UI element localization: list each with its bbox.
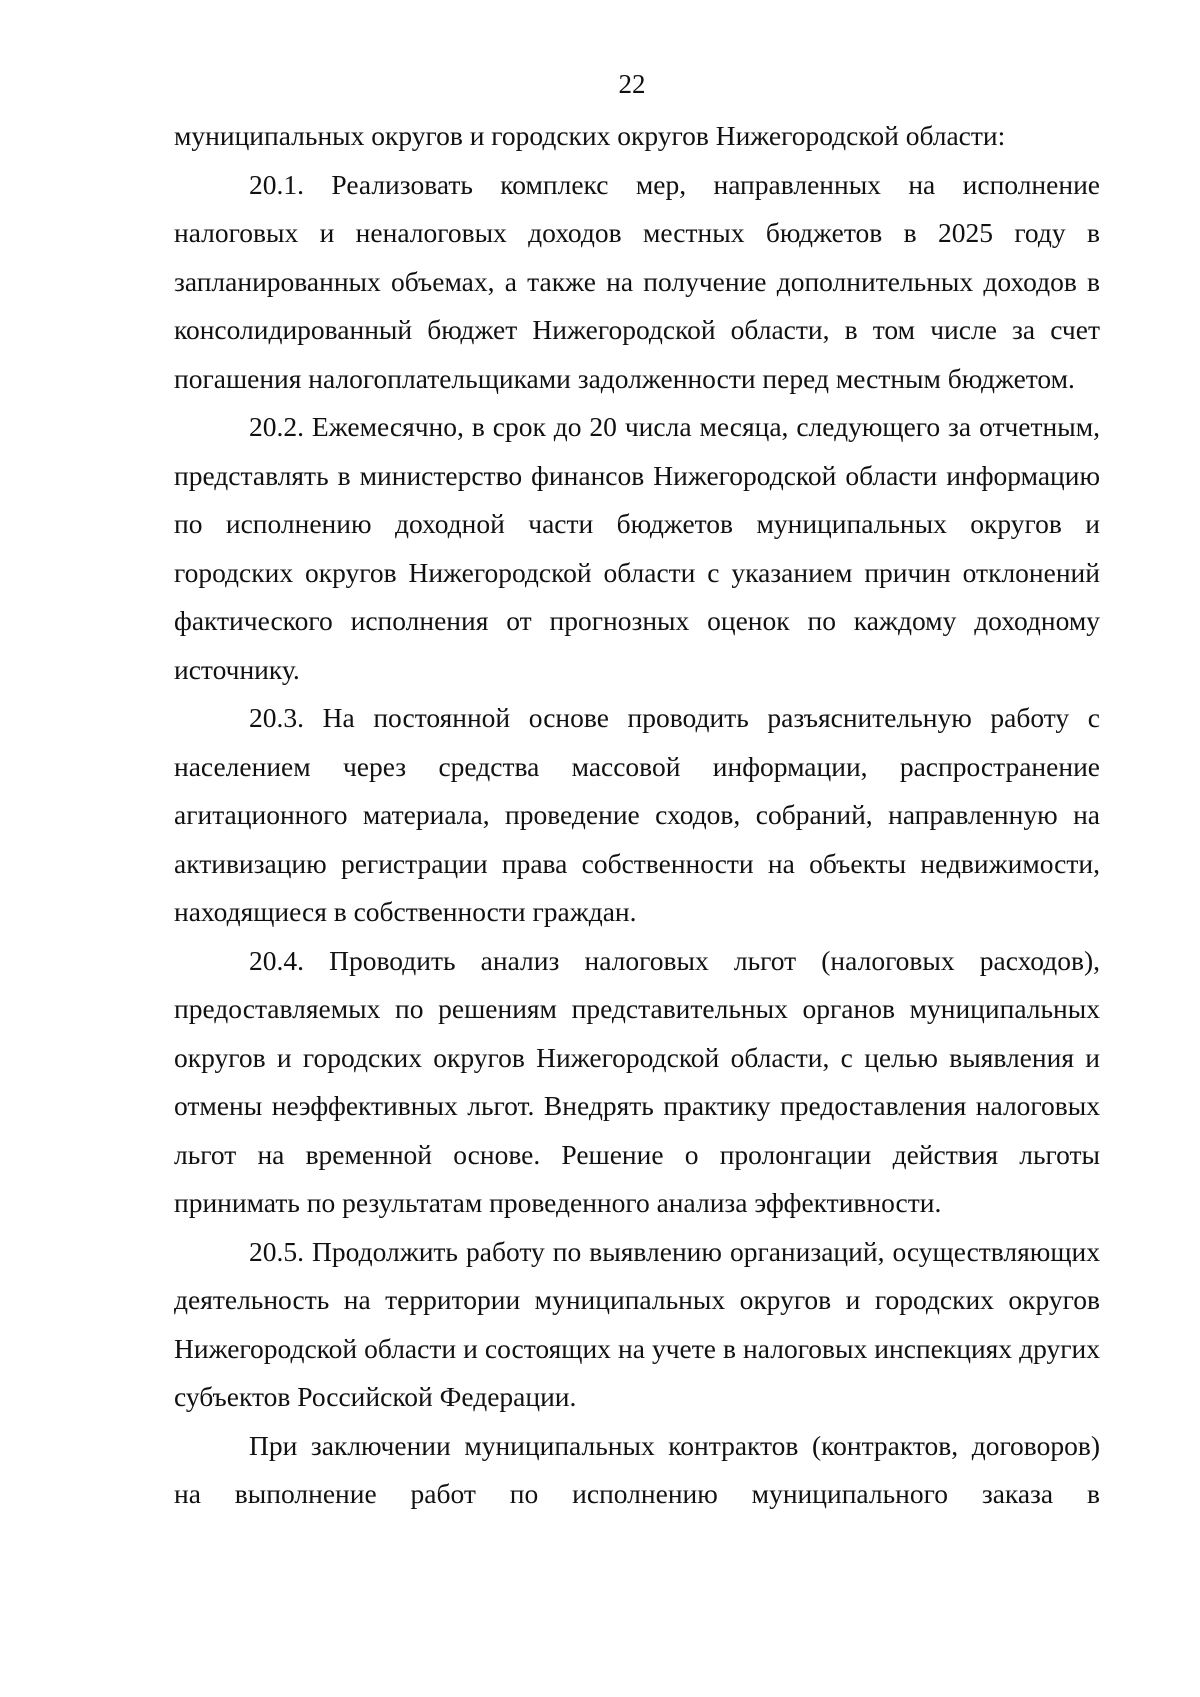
paragraph-item-20-5: 20.5. Продолжить работу по выявлению организаций, осуществляющих деятельность на территории муниципальных округов и городских округов Нижегородской области и состоящих на учете в налоговых инспекциях других субъектов Российской Федерации. [174, 1235, 1100, 1412]
paragraph-item-20-2: 20.2. Ежемесячно, в срок до 20 числа месяца, следующего за отчетным, представлять в министерство финансов Нижегородской области информацию по исполнению доходной части бюджетов муниципальных округов и городских округов Нижегородской области с указанием причин отклонений фактического исполнения от прогнозных оценок по каждому доходному источнику. [174, 411, 1100, 685]
paragraph-item-20-3: 20.3. На постоянной основе проводить разъяснительную работу с населением через средства массовой информации, распространение агитационного материала, проведение сходов, собраний, направленную на активизацию регистрации права собственности на объекты недвижимости, находящиеся в собственности граждан. [174, 702, 1100, 927]
page-number: 22 [618, 69, 646, 99]
paragraph-item-20-1: 20.1. Реализовать комплекс мер, направленных на исполнение налоговых и неналоговых доходов местных бюджетов в 2025 году в запланированных объемах, а также на получение дополнительных доходов в консолидированный бюджет Нижегородской области, в том числе за счет погашения налогоплательщиками задолженности перед местным бюджетом. [174, 168, 1100, 394]
paragraph-intro-continuation: муниципальных округов и городских округов Нижегородской области: [174, 120, 1006, 151]
paragraph-contracts-continued: При заключении муниципальных контрактов (контрактов, договоров) на выполнение работ по исполнению муниципального заказа в [174, 1429, 1100, 1509]
document-body [174, 112, 1100, 1519]
paragraph-item-20-4: 20.4. Проводить анализ налоговых льгот (налоговых расходов), предоставляемых по решениям представительных органов муниципальных округов и городских округов Нижегородской области, с целью выявления и отмены неэффективных льгот. Внедрять практику предоставления налоговых льгот на временной основе. Решение о пролонгации действия льготы принимать по результатам проведенного анализа эффективности. [174, 944, 1100, 1218]
